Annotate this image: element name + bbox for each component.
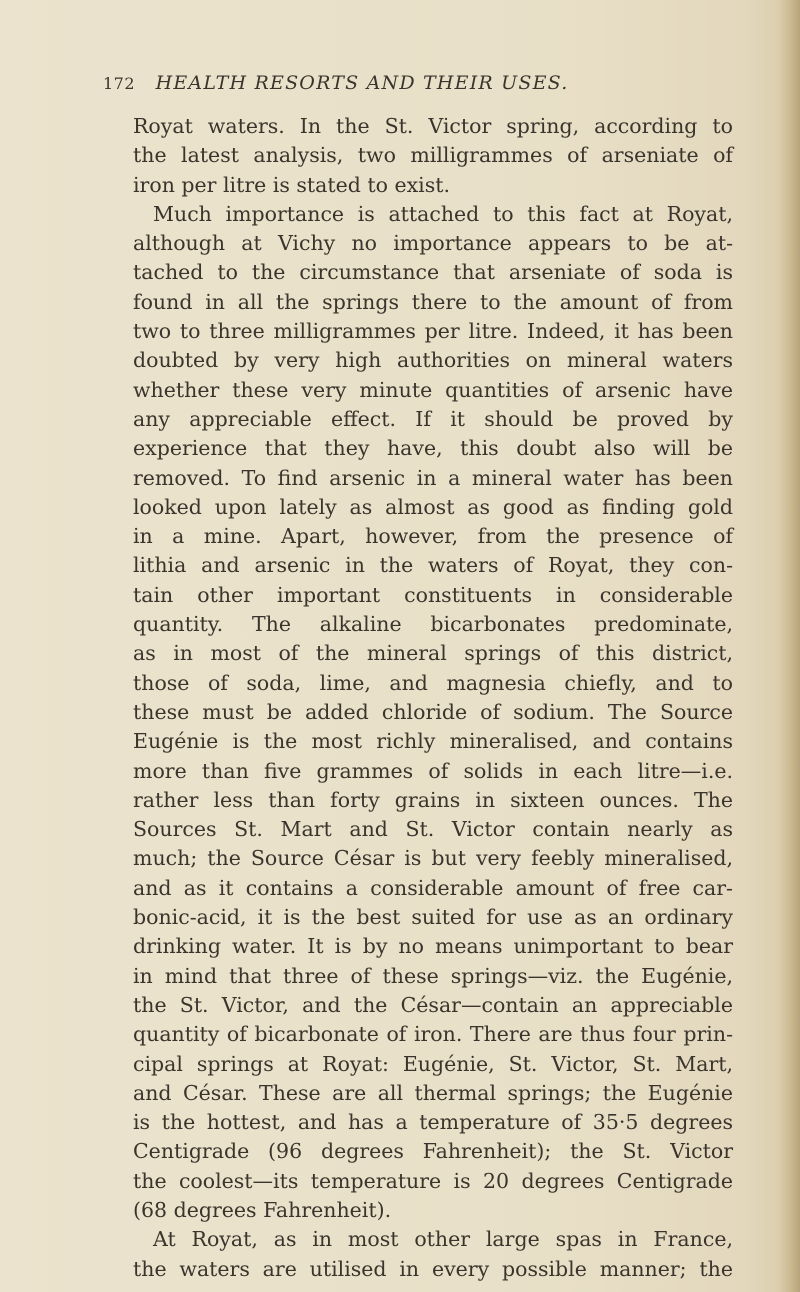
page-header [103,72,683,112]
text-line: At Royat, as in most other large spas in France, [153,1227,733,1252]
text-line: any appreciable effect. If it should be proved by [133,406,733,431]
text-line: removed. To find arsenic in a mineral water has been [133,465,733,490]
running-title: HEALTH RESORTS AND THEIR USES. [155,72,569,94]
text-line: Royat waters. In the St. Victor spring, according to [133,114,733,138]
text-line: as in most of the mineral springs of this district, [133,641,733,666]
text-line: the coolest—its temperature is 20 degrees Centigrade [133,1168,733,1193]
text-line: tain other important constituents in considerable [133,582,733,607]
text-line: the waters are utilised in every possible manner; the [133,1256,733,1281]
page-number: 172 [103,74,136,93]
text-line: these must be added chloride of sodium. The Source [133,699,733,724]
text-line: quantity of bicarbonate of iron. There are thus four prin- [133,1022,733,1047]
text-line: lithia and arsenic in the waters of Royat, they con- [133,553,733,578]
text-line: (68 degrees Fahrenheit). [133,1197,392,1222]
text-line: bonic-acid, it is the best suited for use as an ordinary [133,905,733,930]
text-line: the St. Victor, and the César—contain an appreciable [133,992,733,1017]
page-edge [778,0,800,1292]
text-line: rather less than forty grains in sixteen ounces. The [133,787,733,812]
text-line: two to three milligrammes per litre. Indeed, it has been [133,319,733,344]
text-line: Much importance is attached to this fact at Royat, [153,201,733,226]
text-line: in a mine. Apart, however, from the presence of [133,524,733,549]
text-line: doubted by very high authorities on mineral waters [133,348,733,373]
text-line: Sources St. Mart and St. Victor contain nearly as [133,817,733,842]
text-line: and César. These are all thermal springs; the Eugénie [133,1080,733,1105]
text-line: and as it contains a considerable amount of free car- [133,875,733,900]
text-line: whether these very minute quantities of arsenic have [133,377,733,402]
text-line: iron per litre is stated to exist. [133,172,450,197]
text-line: tached to the circumstance that arseniate of soda is [133,260,733,285]
text-line: found in all the springs there to the amount of from [133,289,733,314]
text-line: is the hottest, and has a temperature of 35·5 degrees [133,1110,733,1135]
text-line: those of soda, lime, and magnesia chiefly, and to [133,670,733,695]
text-line: the latest analysis, two milligrammes of arseniate of [133,143,733,168]
text-line: quantity. The alkaline bicarbonates predominate, [133,612,733,637]
text-line: although at Vichy no importance appears to be at- [133,231,733,256]
text-line: Centigrade (96 degrees Fahrenheit); the St. Victor [133,1139,733,1164]
text-line: drinking water. It is by no means unimportant to bear [133,934,733,959]
text-line: looked upon lately as almost as good as finding gold [133,494,733,519]
text-line: much; the Source César is but very feebly mineralised, [133,846,733,871]
text-line: experience that they have, this doubt also will be [133,436,733,461]
text-line: cipal springs at Royat: Eugénie, St. Victor, St. Mart, [133,1051,733,1076]
text-line: more than five grammes of solids in each litre—i.e. [133,758,733,783]
body-text [133,112,733,1284]
text-line: Eugénie is the most richly mineralised, and contains [133,729,733,754]
text-line: in mind that three of these springs—viz. the Eugénie, [133,963,733,988]
